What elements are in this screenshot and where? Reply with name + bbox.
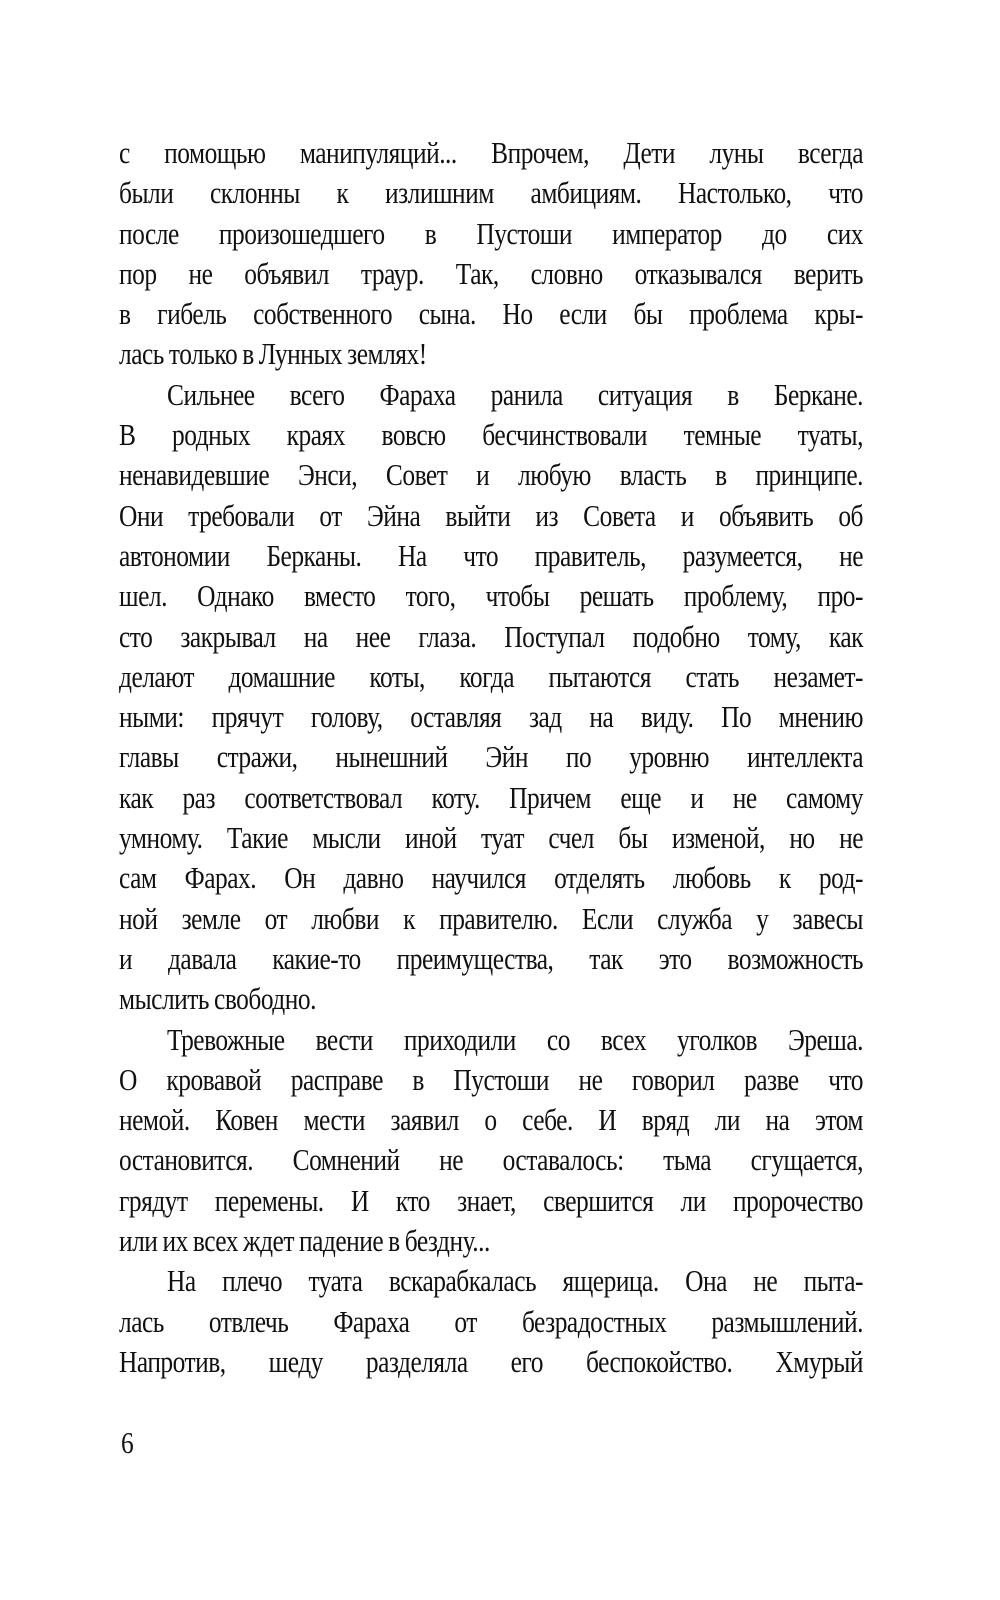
text-line: автономии Берканы. На что правитель, разумеется, не bbox=[119, 537, 863, 573]
paragraph bbox=[119, 1261, 863, 1382]
text-line: или их всех ждет падение в бездну... bbox=[119, 1223, 490, 1259]
text-line: как раз соответствовал коту. Причем еще и не самому bbox=[119, 779, 863, 815]
text-line: после произошедшего в Пустоши император до сих bbox=[119, 215, 863, 251]
text-line: лась отвлечь Фараха от безрадостных размышлений. bbox=[119, 1303, 863, 1339]
text-line: делают домашние коты, когда пытаются стать незамет- bbox=[119, 658, 863, 694]
text-line: ными: прячут голову, оставляя зад на виду. По мнению bbox=[119, 699, 863, 735]
text-line: главы стражи, нынешний Эйн по уровню интеллекта bbox=[119, 739, 863, 775]
text-line: ненавидевшие Энси, Совет и любую власть в принципе. bbox=[119, 457, 863, 493]
text-line: с помощью манипуляций... Впрочем, Дети луны всегда bbox=[119, 135, 863, 170]
text-line: О кровавой расправе в Пустоши не говорил разве что bbox=[119, 1061, 863, 1097]
text-line: мыслить свободно. bbox=[119, 981, 316, 1017]
text-line: Сильнее всего Фараха ранила ситуация в Беркане. bbox=[167, 376, 863, 412]
text-line: сам Фарах. Он давно научился отделять любовь к род- bbox=[119, 860, 863, 896]
text-line: сто закрывал на нее глаза. Поступал подобно тому, как bbox=[119, 618, 863, 654]
text-line: были склонны к излишним амбициям. Настолько, что bbox=[119, 175, 863, 211]
text-line: пор не объявил траур. Так, словно отказывался верить bbox=[119, 255, 863, 291]
text-line: лась только в Лунных землях! bbox=[119, 336, 427, 372]
text-line: немой. Ковен мести заявил о себе. И вряд ли на этом bbox=[119, 1102, 863, 1138]
text-line: шел. Однако вместо того, чтобы решать проблему, про- bbox=[119, 578, 863, 614]
paragraph bbox=[119, 375, 863, 1020]
text-line: Тревожные вести приходили со всех уголков Эреша. bbox=[167, 1021, 863, 1057]
text-line: грядут перемены. И кто знает, свершится ли пророчество bbox=[119, 1182, 863, 1218]
paragraph bbox=[119, 133, 863, 375]
paragraph bbox=[119, 1020, 863, 1262]
page-number: 6 bbox=[121, 1425, 134, 1460]
text-line: ной земле от любви к правителю. Если служба у завесы bbox=[119, 900, 863, 936]
text-line: Напротив, шеду разделяла его беспокойство. Хмурый bbox=[119, 1343, 863, 1379]
text-line: и давала какие-то преимущества, так это возможность bbox=[119, 940, 863, 976]
text-line: Они требовали от Эйна выйти из Совета и объявить об bbox=[119, 497, 863, 533]
text-line: остановится. Сомнений не оставалось: тьма сгущается, bbox=[119, 1142, 863, 1178]
text-line: На плечо туата вскарабкалась ящерица. Она не пыта- bbox=[167, 1263, 863, 1299]
body-text bbox=[119, 133, 863, 1382]
text-line: в гибель собственного сына. Но если бы проблема кры- bbox=[119, 296, 863, 332]
text-line: В родных краях вовсю бесчинствовали темные туаты, bbox=[119, 417, 863, 453]
text-line: умному. Такие мысли иной туат счел бы изменой, но не bbox=[119, 820, 863, 856]
